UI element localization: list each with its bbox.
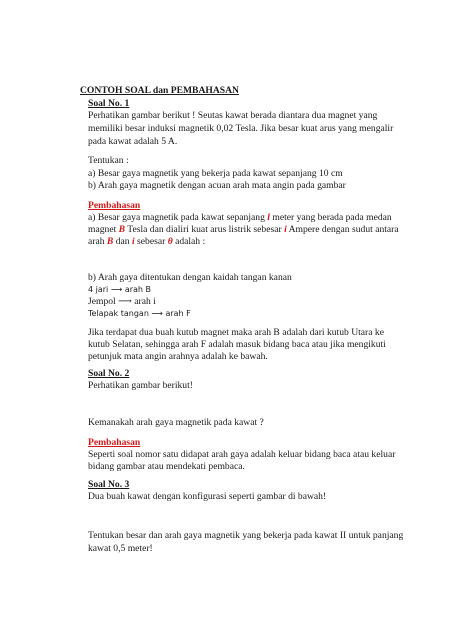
pembahasan-1-c-line-2: kutub Selatan, sehingga arah F adalah masuk bidang baca atau jika mengikuti — [88, 339, 386, 350]
pembahasan-1-line-3 — [88, 236, 205, 248]
soal-1-text-line-2: memiliki besar induksi magnetik 0,02 Tesla. Jika besar kuat arus yang mengalir — [88, 123, 394, 134]
pembahasan-1-b-line-1: b) Arah gaya ditentukan dengan kaidah tangan kanan — [88, 272, 292, 283]
pembahasan-1-line-3-pre: arah — [88, 236, 107, 247]
pembahasan-1-line-3-post: adalah : — [172, 236, 206, 247]
soal-1-text-line-3: pada kawat adalah 5 A. — [88, 136, 178, 147]
soal-3-text-line-1: Dua buah kawat dengan konfigurasi seperti gambar di bawah! — [88, 491, 327, 502]
soal-1-tentukan: Tentukan : — [88, 155, 129, 166]
pembahasan-1-c-line-1: Jika terdapat dua buah kutub magnet maka arah B adalah dari kutub Utara ke — [88, 327, 384, 338]
pembahasan-1-line-2-mid: Tesla dan dialiri kuat arus listrik sebesar — [125, 224, 285, 235]
soal-2-heading: Soal No. 2 — [88, 368, 130, 379]
pembahasan-1-c-line-3: petunjuk mata angin arahnya adalah ke bawah. — [88, 351, 268, 362]
document-title: CONTOH SOAL dan PEMBAHASAN — [80, 85, 239, 96]
variable-theta: θ — [167, 236, 173, 247]
rule-thumb: Jempol ⟶ arah i — [88, 296, 156, 307]
variable-i-2: i — [131, 236, 135, 247]
rule-palm: Telapak tangan ⟶ arah F — [88, 309, 191, 318]
soal-2-question: Kemanakah arah gaya magnetik pada kawat ? — [88, 417, 264, 428]
soal-3-question-line-1: Tentukan besar dan arah gaya magnetik yang bekerja pada kawat II untuk panjang — [88, 530, 404, 541]
pembahasan-2-line-2: bidang gambar atau mendekati pembaca. — [88, 461, 245, 472]
rule-four-fingers: 4 jari ⟶ arah B — [88, 285, 152, 294]
pembahasan-2-heading: Pembahasan — [88, 437, 141, 448]
soal-3-heading: Soal No. 3 — [88, 479, 130, 490]
pembahasan-1-line-2-pre: magnet — [88, 224, 119, 235]
variable-i: i — [284, 224, 287, 235]
variable-l: l — [267, 212, 270, 223]
variable-b: B — [118, 224, 126, 235]
pembahasan-1-line-3-mid2: sebesar — [134, 236, 168, 247]
soal-1-question-a: a) Besar gaya magnetik yang bekerja pada kawat sepanjang 10 cm — [88, 168, 343, 179]
pembahasan-2-line-1: Seperti soal nomor satu didapat arah gaya adalah keluar bidang baca atau keluar — [88, 449, 396, 460]
variable-b-2: B — [106, 236, 114, 247]
pembahasan-1-line-3-mid: dan — [113, 236, 132, 247]
soal-1-text-line-1: Perhatikan gambar berikut ! Seutas kawat berada diantara dua magnet yang — [88, 110, 378, 121]
pembahasan-1-heading: Pembahasan — [88, 200, 141, 211]
soal-1-question-b: b) Arah gaya magnetik dengan acuan arah mata angin pada gambar — [88, 180, 346, 191]
pembahasan-1-line-2 — [88, 224, 399, 236]
pembahasan-1-line-1-post: meter yang berada pada medan — [269, 212, 392, 223]
soal-2-text-line-1: Perhatikan gambar berikut! — [88, 380, 193, 391]
pembahasan-1-line-1-pre: a) Besar gaya magnetik pada kawat sepanjang — [88, 212, 268, 223]
soal-3-question-line-2: kawat 0,5 meter! — [88, 543, 153, 554]
pembahasan-1-line-2-post: Ampere dengan sudut antara — [286, 224, 399, 235]
soal-1-heading: Soal No. 1 — [88, 98, 130, 109]
pembahasan-1-line-1 — [88, 212, 392, 224]
